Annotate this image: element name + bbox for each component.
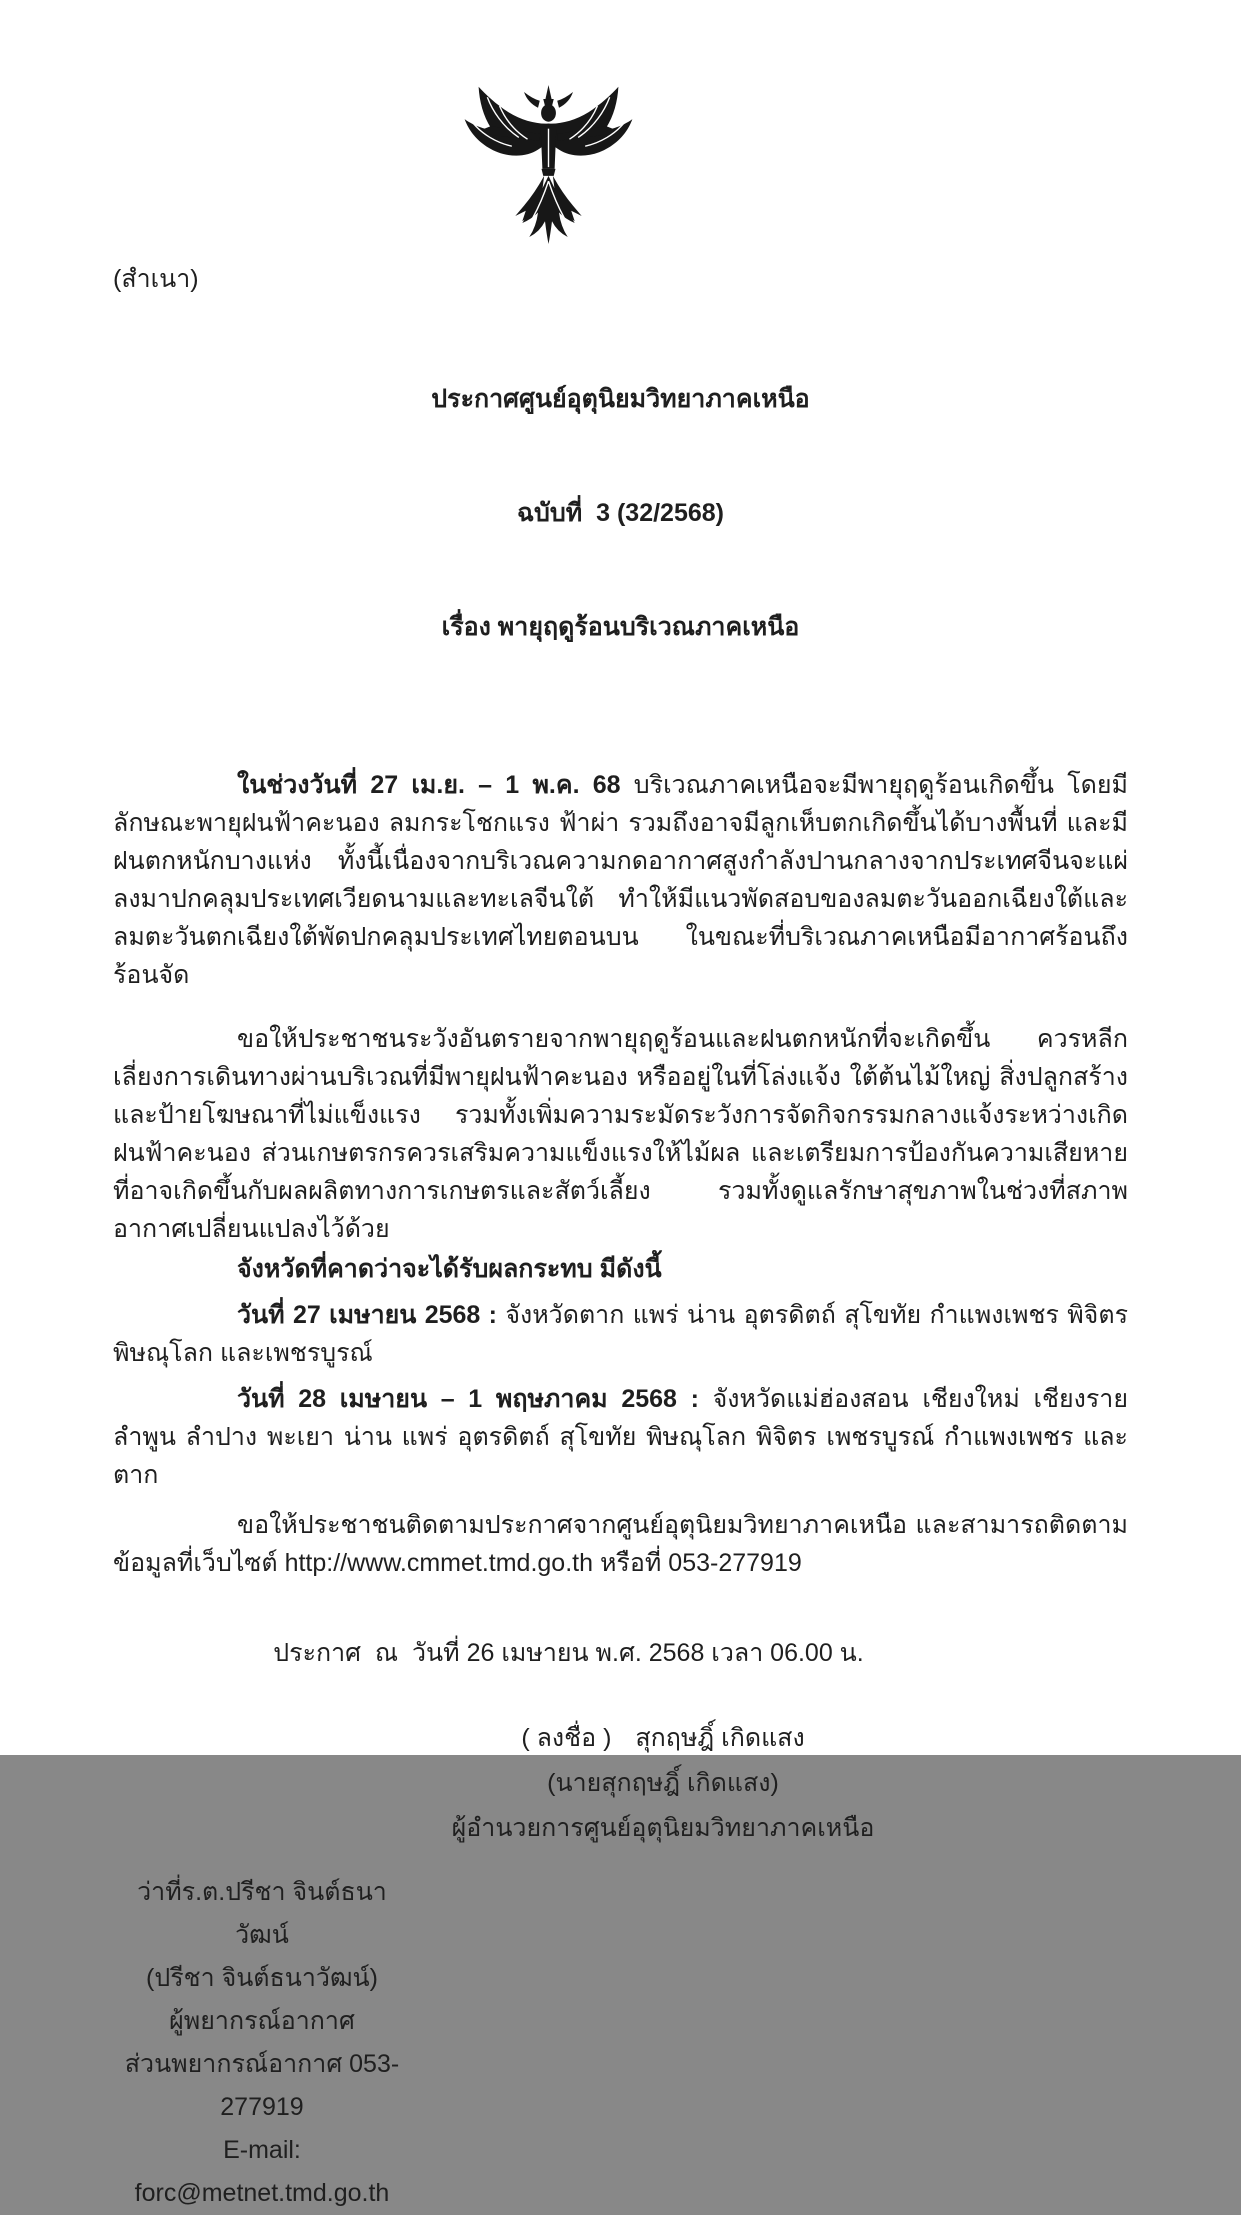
warning-text: ขอให้ประชาชนระวังอันตรายจากพายุฤดูร้อนและฝนตกหนักที่จะเกิดขึ้น ควรหลีกเลี่ยงการเดินทางผ่านบริเวณที่มีพายุฝนฟ้าคะนอง หรืออยู่ในที่โล่งแจ้ง ใต้ต้นไม้ใหญ่ สิ่งปลูกสร้าง และป้ายโฆษณาที่ไม่แข็งแรง รวมทั้งเพิ่มความระมัดระวังการจัดกิจกรรมกลางแจ้งระหว่างเกิดฝนฟ้าคะนอง ส่วนเกษตรกรควรเสริมความแข็งแรงให้ไม้ผล และเตรียมการป้องกันความเสียหายที่อาจเกิดขึ้นกับผลผลิตทางการเกษตรและสัตว์เลี้ยง รวมทั้งดูแลรักษาสุขภาพในช่วงที่สภาพอากาศเปลี่ยนแปลงไว้ด้วย (113, 1025, 1128, 1243)
follow-up-phone: หรือที่ 053-277919 (593, 1549, 802, 1577)
forecaster-position: ผู้พยากรณ์อากาศ (169, 2007, 355, 2035)
signer-name-paren: (นายสุกฤษฎิ์ เกิดแสง) (547, 1769, 779, 1797)
signed-label: ( ลงชื่อ ) (521, 1724, 612, 1752)
forecaster-section-phone: ส่วนพยากรณ์อากาศ 053-277919 (124, 2050, 400, 2121)
paragraph-warning (113, 1020, 1128, 1248)
website-url[interactable]: http://www.cmmet.tmd.go.th (284, 1549, 593, 1577)
title-line-issue-number: ฉบับที่ 3 (32/2568) (516, 499, 724, 527)
signer-position: ผู้อำนวยการศูนย์อุตุนิยมวิทยาภาคเหนือ (451, 1814, 875, 1842)
impact-date-2-label: วันที่ 28 เมษายน – 1 พฤษภาคม 2568 : (237, 1385, 699, 1413)
title-block (113, 304, 1128, 722)
impact-date-2-provinces: จังหวัดแม่ฮ่องสอน เชียงใหม่ เชียงราย ลำพูน ลำปาง พะเยา น่าน แพร่ อุตรดิตถ์ สุโขทัย พิษณุโลก พิจิตร เพชรบูรณ์ กำแพงเพชร และตาก (113, 1385, 1128, 1489)
paragraph-follow-up (113, 1506, 1128, 1582)
title-line-announcement: ประกาศศูนย์อุตุนิยมวิทยาภาคเหนือ (431, 385, 810, 413)
impact-date-1-provinces: จังหวัดตาก แพร่ น่าน อุตรดิตถ์ สุโขทัย กำแพงเพชร พิจิตร พิษณุโลก และเพชรบูรณ์ (113, 1301, 1128, 1367)
forecast-date-range: ในช่วงวันที่ 27 เม.ย. – 1 พ.ค. 68 (237, 771, 621, 799)
impact-heading: จังหวัดที่คาดว่าจะได้รับผลกระทบ มีดังนี้ (237, 1255, 662, 1283)
forecaster-name-paren: (ปรีชา จินต์ธนาวัฒน์) (146, 1964, 378, 1992)
signer-name: สุกฤษฎิ์ เกิดแสง (635, 1724, 805, 1752)
signature-block (403, 1716, 923, 1851)
forecaster-block (117, 1871, 407, 2215)
signature-signed-line (403, 1716, 923, 1761)
announce-date-line: ประกาศ ณ วันที่ 26 เมษายน พ.ศ. 2568 เวลา 06.00 น. (273, 1639, 864, 1667)
title-line-subject: เรื่อง พายุฤดูร้อนบริเวณภาคเหนือ (441, 613, 800, 641)
copy-label: (สำเนา) (113, 265, 199, 293)
follow-up-text: ขอให้ประชาชนติดตามประกาศจากศูนย์อุตุนิยมวิทยาภาคเหนือ และสามารถติดตามข้อมูลที่เว็บไซต์ (113, 1511, 1128, 1577)
emblem-row (113, 85, 1128, 260)
garuda-emblem-icon (461, 85, 636, 251)
forecaster-email: E-mail: forc@metnet.tmd.go.th (134, 2136, 390, 2207)
impact-date-1-label: วันที่ 27 เมษายน 2568 : (237, 1301, 497, 1329)
paragraph-impact-date-2 (113, 1380, 1128, 1494)
forecast-text: บริเวณภาคเหนือจะมีพายุฤดูร้อนเกิดขึ้น โดยมีลักษณะพายุฝนฟ้าคะนอง ลมกระโชกแรง ฟ้าผ่า รวมถึงอาจมีลูกเห็บตกเกิดขึ้นได้บางพื้นที่ และมีฝนตกหนักบางแห่ง ทั้งนี้เนื่องจากบริเวณความกดอากาศสูงกำลังปานกลางจากประเทศจีนจะแผ่ลงมาปกคลุมประเทศเวียดนามและทะเลจีนใต้ ทำให้มีแนวพัดสอบของลมตะวันออกเฉียงใต้และลมตะวันตกเฉียงใต้พัดปกคลุมประเทศไทยตอนบน ในขณะที่บริเวณภาคเหนือมีอากาศร้อนถึงร้อนจัด (113, 771, 1128, 989)
paragraph-forecast (113, 766, 1128, 994)
forecaster-name: ว่าที่ร.ต.ปรีชา จินต์ธนาวัฒน์ (137, 1878, 387, 1949)
paragraph-impact-date-1 (113, 1296, 1128, 1372)
